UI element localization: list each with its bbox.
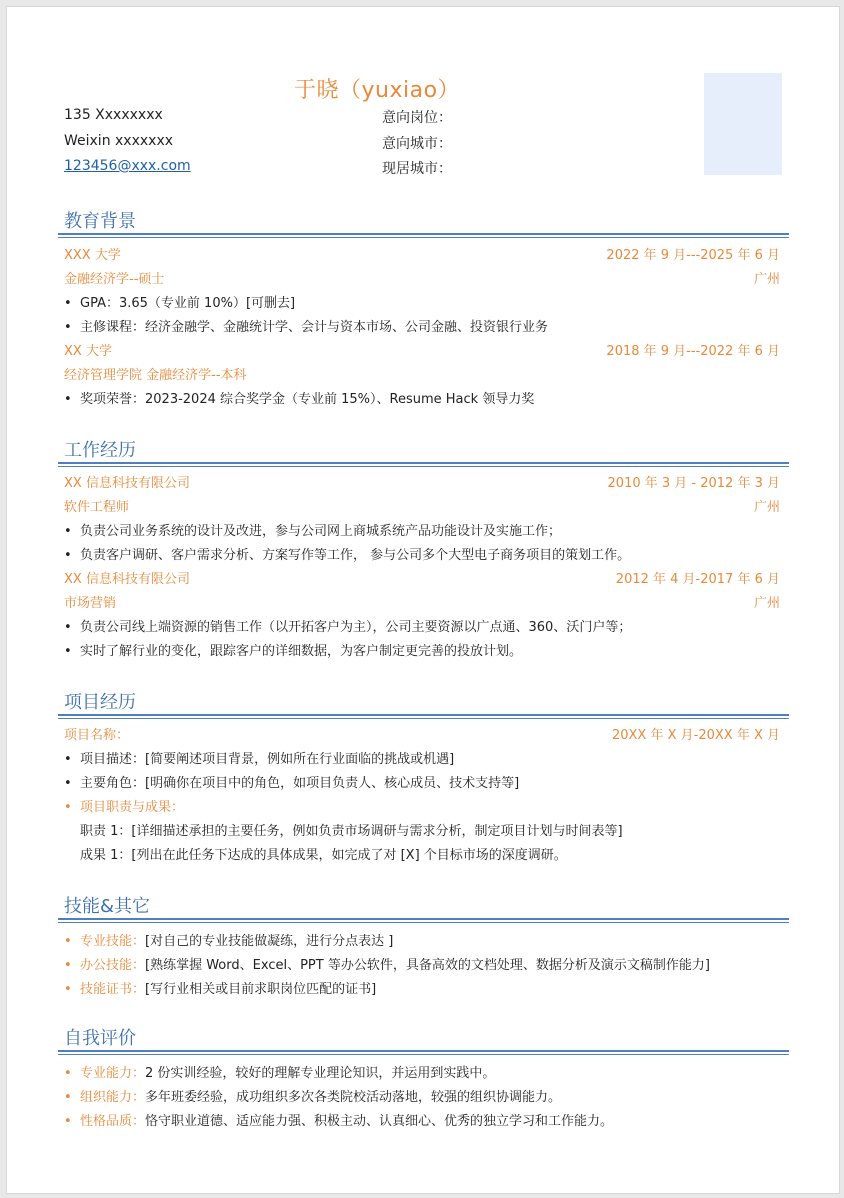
target-city: 意向城市： [382, 136, 452, 152]
list-item: • 办公技能：[熟练掌握 Word、Excel、PPT 等办公软件，具备高效的文档处理、数据分析及演示文稿制作能力] [64, 958, 710, 973]
list-item: • 奖项荣誉：2023-2024 综合奖学金（专业前 15%）、Resume Hack 领导力奖 [64, 392, 535, 407]
education-dates: 2018 年 9 月---2022 年 6 月 [606, 344, 780, 359]
project-name-label: 项目名称： [64, 728, 130, 743]
location: 广州 [753, 596, 780, 611]
section-title-education: 教育背景 [64, 211, 136, 232]
list-item: • 技能证书：[写行业相关或目前求职岗位匹配的证书] [64, 982, 377, 997]
section-title-self-eval: 自我评价 [64, 1028, 136, 1049]
section-title-work: 工作经历 [64, 440, 136, 461]
list-item: • 项目职责与成果： [64, 800, 185, 815]
company-name: XX 信息科技有限公司 [64, 572, 190, 587]
weixin: Weixin xxxxxxx [64, 133, 174, 149]
divider [58, 233, 789, 235]
section-title-skills: 技能&其它 [64, 896, 151, 917]
divider [58, 1054, 789, 1055]
list-item: • 主要角色：[明确你在项目中的角色，如项目负责人、核心成员、技术支持等] [64, 776, 520, 791]
target-position: 意向岗位： [382, 110, 452, 126]
major: 金融经济学--硕士 [64, 272, 165, 287]
list-item: • 专业技能：[对自己的专业技能做凝练，进行分点表达 ] [64, 934, 394, 949]
education-dates: 2022 年 9 月---2025 年 6 月 [606, 248, 780, 263]
list-item: • 负责公司线上端资源的销售工作（以开拓客户为主），公司主要资源以广点通、360、沃门户等； [64, 620, 632, 635]
project-result: 成果 1：[列出在此任务下达成的具体成果，如完成了对 [X] 个目标市场的深度调研。 [80, 848, 567, 863]
divider [58, 714, 789, 716]
phone: 135 Xxxxxxxx [64, 107, 163, 123]
divider [58, 918, 789, 920]
location: 广州 [753, 272, 780, 287]
work-dates: 2010 年 3 月 - 2012 年 3 月 [607, 476, 780, 491]
list-item: • 性格品质：恪守职业道德、适应能力强、积极主动、认真细心、优秀的独立学习和工作能力。 [64, 1114, 614, 1129]
divider [58, 922, 789, 923]
list-item: • 专业能力：2 份实训经验，较好的理解专业理论知识，并运用到实践中。 [64, 1066, 496, 1081]
list-item: • 项目描述：[简要阐述项目背景，例如所在行业面临的挑战或机遇] [64, 752, 455, 767]
school-name: XXX 大学 [64, 248, 121, 263]
list-item: • 实时了解行业的变化，跟踪客户的详细数据，为客户制定更完善的投放计划。 [64, 644, 523, 659]
divider [58, 466, 789, 467]
divider [58, 1050, 789, 1052]
list-item: • 组织能力：多年班委经验，成功组织多次各类院校活动落地，较强的组织协调能力。 [64, 1090, 562, 1105]
list-item: • 负责客户调研、客户需求分析、方案写作等工作， 参与公司多个大型电子商务项目的策划工作。 [64, 548, 631, 563]
section-title-project: 项目经历 [64, 692, 136, 713]
work-dates: 2012 年 4 月-2017 年 6 月 [615, 572, 780, 587]
major: 经济管理学院 金融经济学--本科 [64, 368, 247, 383]
divider [58, 718, 789, 719]
current-city: 现居城市： [382, 161, 452, 177]
job-role: 软件工程师 [64, 500, 130, 515]
list-item: • 主修课程：经济金融学、金融统计学、会计与资本市场、公司金融、投资银行业务 [64, 320, 549, 335]
resume-page [6, 6, 840, 1194]
job-role: 市场营销 [64, 596, 117, 611]
divider [58, 237, 789, 238]
candidate-name: 于晓（yuxiao） [294, 78, 461, 103]
list-item: • 负责公司业务系统的设计及改进，参与公司网上商城系统产品功能设计及实施工作； [64, 524, 562, 539]
divider [58, 462, 789, 464]
project-duty: 职责 1：[详细描述承担的主要任务，例如负责市场调研与需求分析，制定项目计划与时间表等] [80, 824, 623, 839]
list-item: • GPA：3.65（专业前 10%）[可删去] [64, 296, 296, 311]
project-dates: 20XX 年 X 月-20XX 年 X 月 [611, 728, 780, 743]
company-name: XX 信息科技有限公司 [64, 476, 190, 491]
email-link[interactable]: 123456@xxx.com [64, 158, 191, 174]
location: 广州 [753, 500, 780, 515]
photo-placeholder [704, 73, 782, 175]
school-name: XX 大学 [64, 344, 112, 359]
